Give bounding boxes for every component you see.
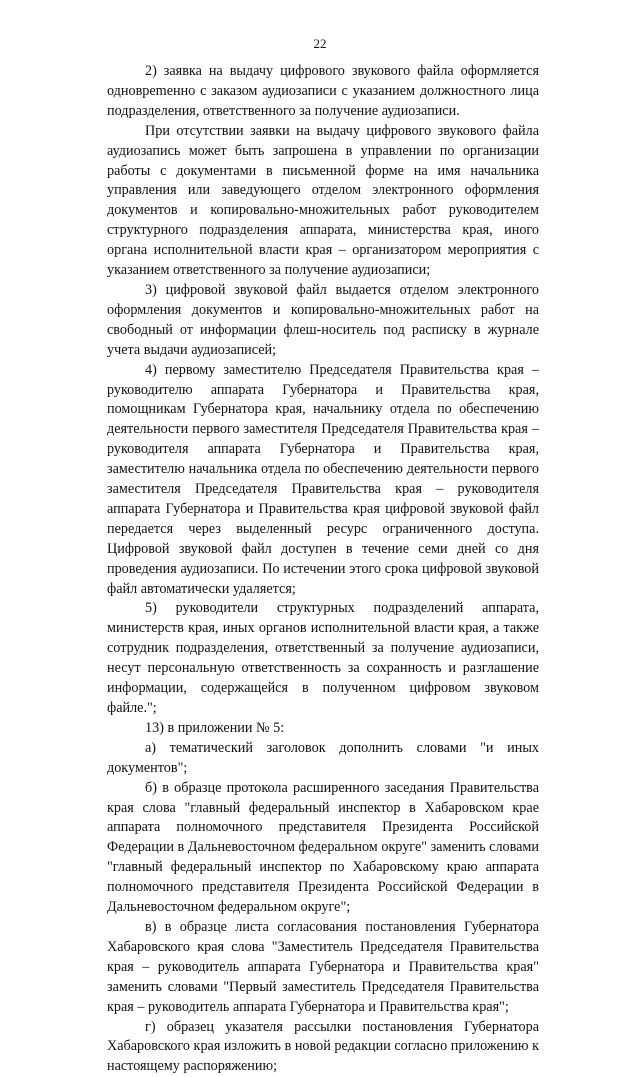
paragraph-subitem-a: а) тематический заголовок дополнить словами "и иных документов";: [107, 739, 539, 779]
paragraph-application-order: 2) заявка на выдачу цифрового звукового файла оформляется одновреmенно с заказом аудиозаписи с указанием должностного лица подразделения, ответственного за получение аудиозаписи.: [107, 62, 539, 122]
paragraph-subitem-v: в) в образце листа согласования постановления Губернатора Хабаровского края слова "Заместитель Председателя Правительства края – руководитель аппарата Губернатора и Правительства края" заменить словами "Первый заместитель Председателя Правительства края – руководитель аппарата Губернатора и Правительства края";: [107, 918, 539, 1018]
document-body: [107, 62, 539, 1077]
paragraph-item-4: 4) первому заместителю Председателя Правительства края – руководителю аппарата Губернатора и Правительства края, помощникам Губернатора края, начальнику отдела по обеспечению деятельности первого заместителя Председателя Правительства края – руководителя аппарата Губернатора и Правительства края, заместителю начальника отдела по обеспечению деятельности первого заместителя Председателя Правительства края – руководителя аппарата Губернатора и Правительства края цифровой звуковой файл передается через выделенный ресурс ограниченного доступа. Цифровой звуковой файл доступен в течение семи дней со дня проведения аудиозаписи. По истечении этого срока цифровой звуковой файл автоматически удаляется;: [107, 361, 539, 600]
paragraph-item-3: 3) цифровой звуковой файл выдается отделом электронного оформления документов и копировально-множительных работ на свободный от информации флеш-носитель под расписку в журнале учета выдачи аудиозаписей;: [107, 281, 539, 361]
paragraph-item-13: 13) в приложении № 5:: [107, 719, 539, 739]
paragraph-subitem-b: б) в образце протокола расширенного заседания Правительства края слова "главный федеральный инспектор в Хабаровском крае аппарата полномочного представителя Президента Российской Федерации в Дальневосточном федеральном округе" заменить словами "главный федеральный инспектор по Хабаровскому краю аппарата полномочного представителя Президента Российской Федерации в Дальневосточном федеральном округе";: [107, 779, 539, 918]
page-number: 22: [0, 36, 640, 52]
paragraph-no-application: При отсутствии заявки на выдачу цифрового звукового файла аудиозапись может быть запрошена в управлении по организации работы с документами в письменной форме на имя начальника управления или заведующего отделом электронного оформления документов и копировально-множительных работ руководителем структурного подразделения аппарата, министерства края, иного органа исполнительной власти края – организатором мероприятия с указанием ответственного за получение аудиозаписи;: [107, 122, 539, 281]
paragraph-item-5: 5) руководители структурных подразделений аппарата, министерств края, иных органов исполнительной власти края, а также сотрудник подразделения, ответственный за получение аудиозаписи, несут персональную ответственность за сохранность и разглашение информации, содержащейся в полученном цифровом звуковом файле.";: [107, 599, 539, 718]
paragraph-subitem-g: г) образец указателя рассылки постановления Губернатора Хабаровского края изложить в новой редакции согласно приложению к настоящему распоряжению;: [107, 1018, 539, 1077]
